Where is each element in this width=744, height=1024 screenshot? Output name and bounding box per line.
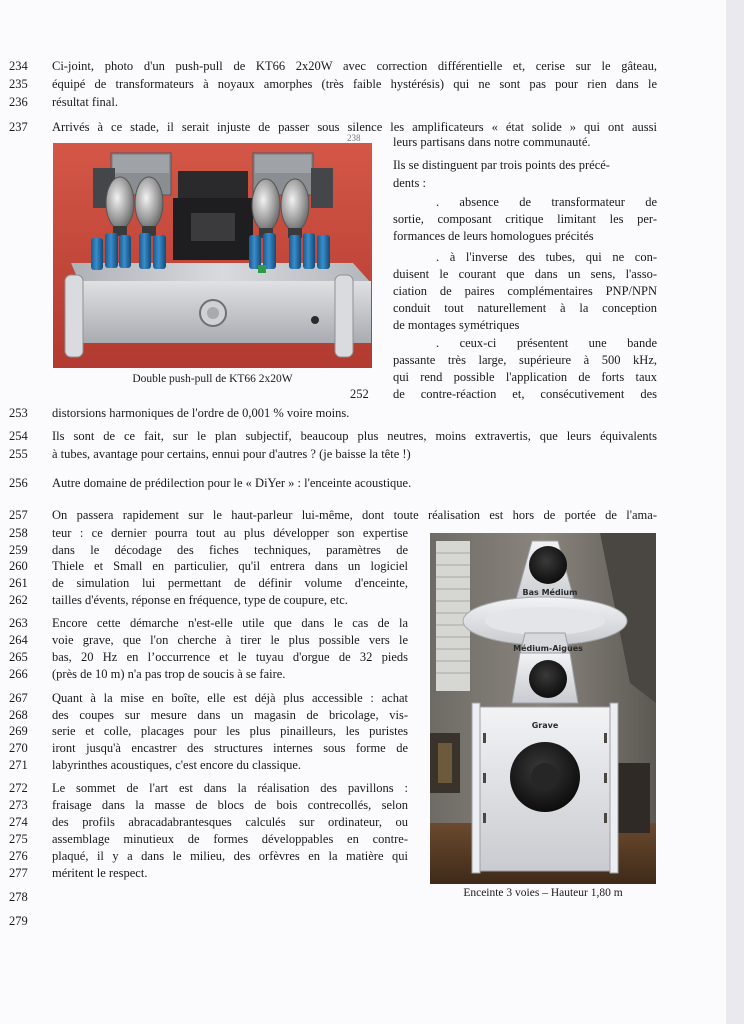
side-line: qui rend possible l'application de forts taux (393, 370, 657, 384)
side-line: dents : (393, 176, 426, 190)
figure-caption: Enceinte 3 voies – Hauteur 1,80 m (463, 887, 623, 899)
line-number: 263 (9, 616, 28, 630)
body-line: plaqué, il y a dans le milieu, des orfèvres en la matière qui (52, 849, 408, 863)
line-number: 277 (9, 866, 28, 880)
body-line: fraisage dans la masse de blocs de bois contrecollés, selon (52, 798, 408, 812)
body-line: voie grave, que l'on cherche à tirer le plus possible vers le (52, 633, 408, 647)
line-number: 266 (9, 667, 28, 681)
line-number: 272 (9, 781, 28, 795)
side-line: ciation de paires complémentaires PNP/NPN (393, 284, 657, 298)
line-number: 253 (9, 406, 28, 420)
body-line: On passera rapidement sur le haut-parleur lui-même, dont toute réalisation est hors de portée de l'ama- (52, 508, 657, 522)
line-number: 271 (9, 758, 28, 772)
speaker-label-medium-aigues: Médium-Aigues (513, 644, 583, 653)
body-line: Autre domaine de prédilection pour le « DiYer » : l'enceinte acoustique. (52, 476, 412, 490)
speaker-photo (430, 533, 656, 884)
side-line: sortie, composant critique limitant les per- (393, 212, 657, 226)
line-number: 259 (9, 543, 28, 557)
side-line: leurs partisans dans notre communauté. (393, 135, 591, 149)
side-line: duisent le courant que dans un sens, l'asso- (393, 267, 657, 281)
line-number: 265 (9, 650, 28, 664)
page-edge (726, 0, 744, 1024)
line-number: 267 (9, 691, 28, 705)
side-line: conduit tout naturellement à la conception (393, 301, 657, 315)
line-number: 269 (9, 724, 28, 738)
body-line: de simulation lui permettant de définir volume d'enceinte, (52, 576, 408, 590)
body-line: Arrivés à ce stade, il serait injuste de passer sous silence les amplificateurs « état solide » qui ont aussi (52, 120, 657, 134)
side-line: Ils se distinguent par trois points des précé- (393, 158, 610, 172)
line-number: 258 (9, 526, 28, 540)
body-line: Ci-joint, photo d'un push-pull de KT66 2x20W avec correction différentielle et, cerise sur le gâteau, (52, 59, 657, 73)
body-line: équipé de transformateurs à noyaux amorphes (très faible hystérésis) qui ne sont pas pour rien dans le (52, 77, 657, 91)
line-number: 279 (9, 914, 28, 928)
body-line: bas, 20 Hz en l’occurrence et le tuyau d'orgue de 32 pieds (52, 650, 408, 664)
body-line: distorsions harmoniques de l'ordre de 0,001 % voire moins. (52, 406, 350, 420)
line-number: 262 (9, 593, 28, 607)
side-line: . ceux-ci présentent une bande (436, 336, 657, 350)
body-line: Thiele et Small en particulier, qu'il entrera dans un logiciel (52, 559, 408, 573)
body-line: méritent le respect. (52, 866, 148, 880)
body-line: tailles d'évents, réponse en fréquence, type de coupure, etc. (52, 593, 348, 607)
line-number: 276 (9, 849, 28, 863)
side-line: de montages symétriques (393, 318, 520, 332)
stray-line-number: 238 (347, 133, 361, 143)
body-line: Ils sont de ce fait, sur le plan subjectif, beaucoup plus neutres, moins extravertis, que leurs équivalents (52, 429, 657, 443)
body-line: Le sommet de l'art est dans la réalisation des pavillons : (52, 781, 408, 795)
line-number: 270 (9, 741, 28, 755)
amplifier-photo (53, 143, 372, 368)
speaker-label-grave: Grave (531, 721, 559, 730)
line-number: 237 (9, 120, 28, 134)
line-number: 260 (9, 559, 28, 573)
body-line: Quant à la mise en boîte, elle est déjà plus accessible : achat (52, 691, 408, 705)
side-line: . à l'inverse des tubes, qui ne con- (436, 250, 657, 264)
line-number: 261 (9, 576, 28, 590)
line-number: 273 (9, 798, 28, 812)
body-line: labyrinthes acoustiques, c'est encore du classique. (52, 758, 302, 772)
body-line: à tubes, avantage pour certains, ennui pour d'autres ? (je baisse la tête !) (52, 447, 411, 461)
line-number: 264 (9, 633, 28, 647)
side-line: . absence de transformateur de (436, 195, 657, 209)
line-number: 268 (9, 708, 28, 722)
body-line: résultat final. (52, 95, 118, 109)
body-line: serie et colle, placages pour les plus pinailleurs, les puristes (52, 724, 408, 738)
line-number: 274 (9, 815, 28, 829)
body-line: iront jusqu'à encastrer des structures internes sous forme de (52, 741, 408, 755)
line-number: 255 (9, 447, 28, 461)
line-number: 234 (9, 59, 28, 73)
line-number: 236 (9, 95, 28, 109)
side-line: de contre-réaction et, consécutivement des (393, 387, 657, 401)
line-number: 254 (9, 429, 28, 443)
body-line: des coupes sur mesure dans un magasin de bricolage, vis- (52, 708, 408, 722)
line-number: 278 (9, 890, 28, 904)
side-line: formances de leurs homologues précités (393, 229, 594, 243)
body-line: teur : ce dernier pourra tout au plus développer son expertise (52, 526, 408, 540)
line-number: 256 (9, 476, 28, 490)
figure-caption: Double push-pull de KT66 2x20W (132, 373, 293, 385)
speaker-label-bas-medium: Bas Médium (522, 588, 578, 597)
body-line: Encore cette démarche n'est-elle utile que dans le cas de la (52, 616, 408, 630)
body-line: dans le décodage des fiches techniques, paramètres de (52, 543, 408, 557)
side-line: passante très large, supérieure à 500 kHz, (393, 353, 657, 367)
line-number: 275 (9, 832, 28, 846)
line-number: 257 (9, 508, 28, 522)
body-line: des profils abracadabrantesques calculés sur ordinateur, ou (52, 815, 408, 829)
line-number: 252 (350, 387, 369, 401)
body-line: assemblage minutieux de formes développables en contre- (52, 832, 408, 846)
body-line: (près de 10 m) n'a pas trop de soucis à se faire. (52, 667, 286, 681)
line-number: 235 (9, 77, 28, 91)
